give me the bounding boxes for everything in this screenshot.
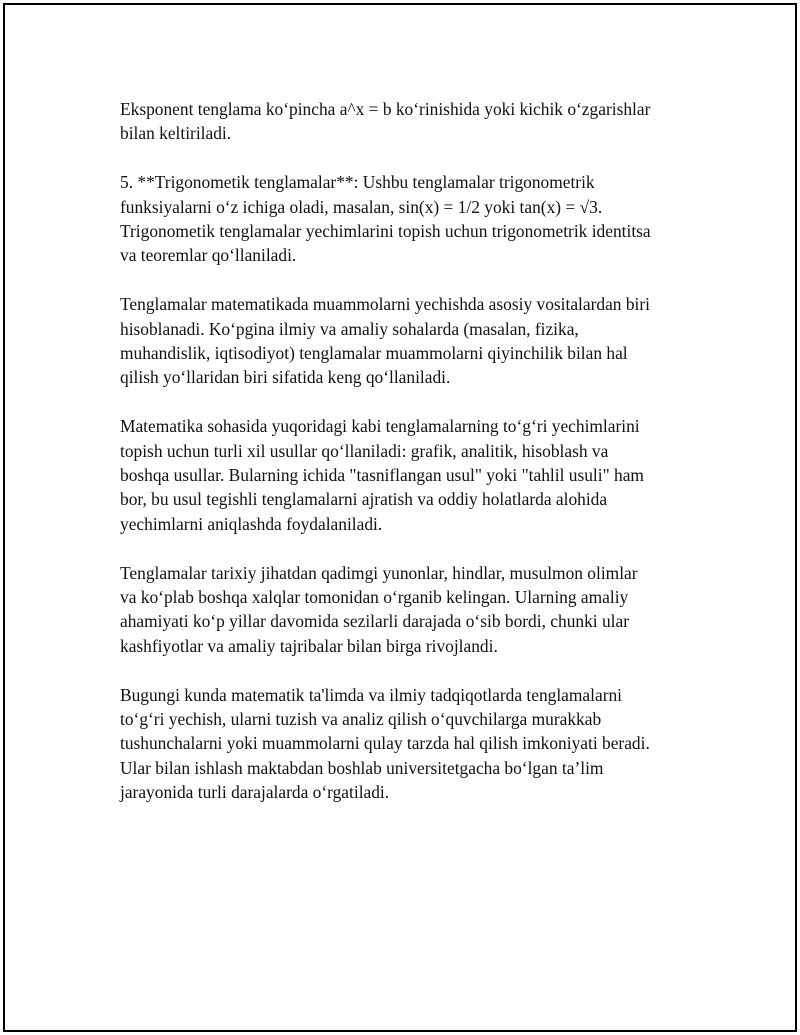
- text-line: tushunchalarni yoki muammolarni qulay tarzda hal qilish imkoniyati beradi.: [120, 733, 650, 754]
- paragraph-solution-methods: [120, 414, 695, 536]
- paragraph-trigonometric-equations: [120, 170, 695, 268]
- text-line: to‘g‘ri yechish, ularni tuzish va analiz qilish o‘quvchilarga murakkab: [120, 709, 602, 730]
- paragraph-modern-education: [120, 683, 695, 805]
- page-frame: [3, 3, 797, 1032]
- text-line: va teoremlar qo‘llaniladi.: [120, 245, 297, 266]
- text-line: hisoblanadi. Ko‘pgina ilmiy va amaliy sohalarda (masalan, fizika,: [120, 318, 579, 339]
- text-line: yechimlarni aniqlashda foydalaniladi.: [120, 513, 383, 534]
- text-line: Tenglamalar matematikada muammolarni yechishda asosiy vositalardan biri: [120, 294, 650, 315]
- text-line: Eksponent tenglama ko‘pincha a^x = b ko‘rinishida yoki kichik o‘zgarishlar: [120, 99, 651, 119]
- text-line: va ko‘plab boshqa xalqlar tomonidan o‘rganib kelingan. Ularning amaliy: [120, 587, 629, 608]
- text-line: ahamiyati ko‘p yillar davomida sezilarli darajada o‘sib bordi, chunki ular: [120, 611, 629, 632]
- text-line: Tenglamalar tarixiy jihatdan qadimgi yunonlar, hindlar, musulmon olimlar: [120, 562, 638, 583]
- text-line: Bugungi kunda matematik ta'limda va ilmiy tadqiqotlarda tenglamalarni: [120, 684, 623, 705]
- text-line: Matematika sohasida yuqoridagi kabi tenglamalarning to‘g‘ri yechimlarini: [120, 416, 640, 437]
- text-line: 5. **Trigonometik tenglamalar**: Ushbu tenglamalar trigonometrik: [120, 172, 595, 193]
- text-line: muhandislik, iqtisodiyot) tenglamalar muammolarni qiyinchilik bilan hal: [120, 343, 628, 364]
- text-line: Ular bilan ishlash maktabdan boshlab universitetgacha bo‘lgan ta’lim: [120, 757, 604, 778]
- text-line: jarayonida turli darajalarda o‘rgatiladi.: [120, 782, 390, 803]
- text-line: bor, bu usul tegishli tenglamalarni ajratish va oddiy holatlarda alohida: [120, 489, 608, 510]
- text-line: qilish yo‘llaridan biri sifatida keng qo‘llaniladi.: [120, 367, 451, 388]
- paragraph-exponential-note: [120, 97, 695, 146]
- paragraph-equations-role: [120, 292, 695, 390]
- document-body: [120, 97, 695, 829]
- text-line: funksiyalarni o‘z ichiga oladi, masalan, sin(x) = 1/2 yoki tan(x) = √3.: [120, 196, 603, 217]
- text-line: boshqa usullar. Bularning ichida "tasniflangan usul" yoki "tahlil usuli" ham: [120, 465, 644, 486]
- paragraph-history: [120, 561, 695, 659]
- text-line: topish uchun turli xil usullar qo‘llaniladi: grafik, analitik, hisoblash va: [120, 440, 609, 461]
- text-line: Trigonometik tenglamalar yechimlarini topish uchun trigonometrik identitsa: [120, 221, 651, 242]
- text-line: bilan keltiriladi.: [120, 123, 232, 144]
- text-line: kashfiyotlar va amaliy tajribalar bilan birga rivojlandi.: [120, 635, 498, 656]
